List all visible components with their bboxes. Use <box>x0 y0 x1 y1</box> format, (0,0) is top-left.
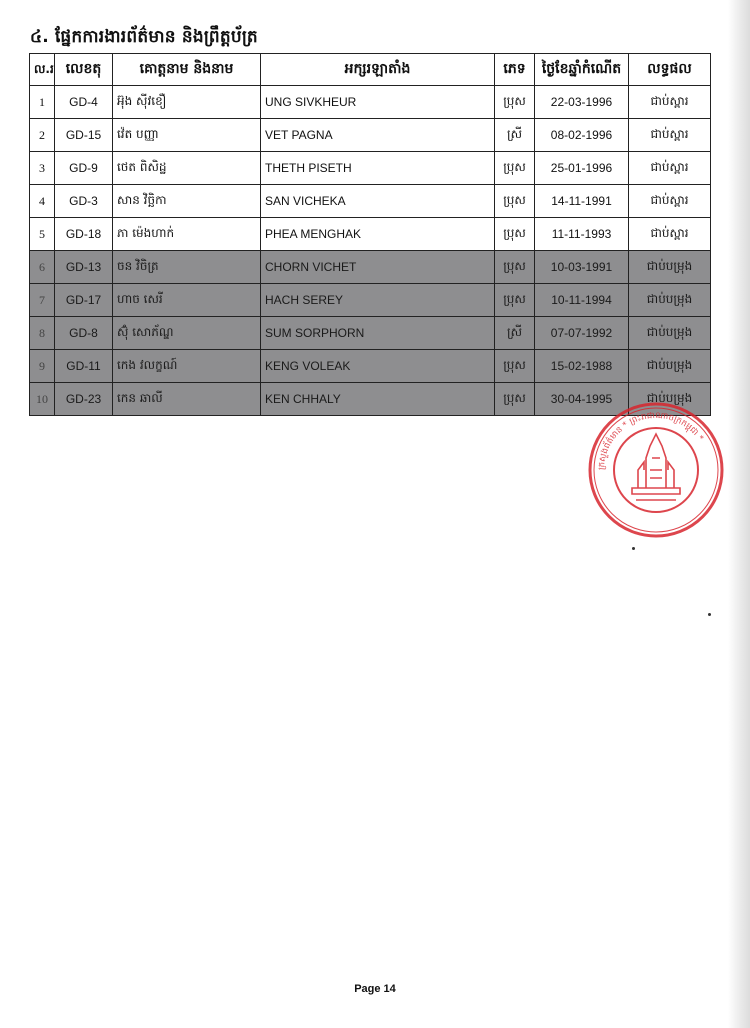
cell-code: GD-15 <box>55 119 113 152</box>
cell-khmer-name: ភា ម៉េងហាក់ <box>113 218 261 251</box>
cell-no: 6 <box>30 251 55 284</box>
cell-code: GD-8 <box>55 317 113 350</box>
cell-sex: ប្រុស <box>495 86 535 119</box>
page-edge-shadow <box>728 0 750 1028</box>
cell-code: GD-13 <box>55 251 113 284</box>
cell-no: 10 <box>30 383 55 416</box>
table-row <box>30 251 711 284</box>
table-row <box>30 317 711 350</box>
cell-code: GD-9 <box>55 152 113 185</box>
official-seal <box>586 400 726 540</box>
cell-result: ជាប់ស្ពារ <box>629 86 711 119</box>
cell-no: 9 <box>30 350 55 383</box>
cell-dob: 10-03-1991 <box>535 251 629 284</box>
table-row <box>30 284 711 317</box>
cell-latin-name: SAN VICHEKA <box>261 185 495 218</box>
cell-result: ជាប់បម្រុង <box>629 350 711 383</box>
cell-result: ជាប់ស្ពារ <box>629 152 711 185</box>
table-row <box>30 119 711 152</box>
cell-sex: ប្រុស <box>495 251 535 284</box>
cell-latin-name: THETH PISETH <box>261 152 495 185</box>
cell-dob: 10-11-1994 <box>535 284 629 317</box>
cell-latin-name: KEN CHHALY <box>261 383 495 416</box>
seal-ring-text: ក្រសួងព័ត៌មាន * ព្រះរាជាណាចក្រកម្ពុជា * <box>596 410 706 471</box>
cell-dob: 07-07-1992 <box>535 317 629 350</box>
cell-dob: 08-02-1996 <box>535 119 629 152</box>
cell-sex: ប្រុស <box>495 185 535 218</box>
cell-dob: 30-04-1995 <box>535 383 629 416</box>
cell-sex: ស្រី <box>495 317 535 350</box>
page-number: Page 14 <box>354 983 396 995</box>
scan-speck <box>632 547 635 550</box>
cell-khmer-name: អ៊ុង ស៊ីវខឿ <box>113 86 261 119</box>
header-khmer-name: គោត្តនាម និងនាម <box>113 54 261 86</box>
cell-latin-name: UNG SIVKHEUR <box>261 86 495 119</box>
header-latin-name: អក្សរឡាតាំង <box>261 54 495 86</box>
cell-result: ជាប់បម្រុង <box>629 251 711 284</box>
cell-no: 8 <box>30 317 55 350</box>
section-title: ៤. ផ្នែកការងារព័ត៌មាន និងព្រឹត្តប័ត្រ <box>30 27 258 47</box>
cell-no: 7 <box>30 284 55 317</box>
cell-no: 4 <box>30 185 55 218</box>
cell-result: ជាប់ស្ពារ <box>629 218 711 251</box>
cell-result: ជាប់បម្រុង <box>629 383 711 416</box>
cell-code: GD-23 <box>55 383 113 416</box>
cell-result: ជាប់បម្រុង <box>629 284 711 317</box>
cell-sex: ប្រុស <box>495 218 535 251</box>
cell-latin-name: KENG VOLEAK <box>261 350 495 383</box>
cell-code: GD-4 <box>55 86 113 119</box>
cell-result: ជាប់បម្រុង <box>629 317 711 350</box>
header-result: លទ្ធផល <box>629 54 711 86</box>
cell-result: ជាប់ស្ពារ <box>629 185 711 218</box>
header-dob: ថ្ងៃខែឆ្នាំកំណើត <box>535 54 629 86</box>
results-table <box>29 53 711 416</box>
cell-dob: 15-02-1988 <box>535 350 629 383</box>
cell-no: 1 <box>30 86 55 119</box>
cell-dob: 14-11-1991 <box>535 185 629 218</box>
cell-khmer-name: ស៊ុំ សោភ័ណ្ឌ <box>113 317 261 350</box>
cell-dob: 11-11-1993 <box>535 218 629 251</box>
cell-sex: ប្រុស <box>495 383 535 416</box>
cell-no: 5 <box>30 218 55 251</box>
cell-sex: ប្រុស <box>495 350 535 383</box>
cell-sex: ប្រុស <box>495 284 535 317</box>
table-row <box>30 185 711 218</box>
table-body <box>30 86 711 416</box>
cell-sex: ស្រី <box>495 119 535 152</box>
cell-latin-name: VET PAGNA <box>261 119 495 152</box>
cell-no: 2 <box>30 119 55 152</box>
cell-khmer-name: សាន វិច្ឆិកា <box>113 185 261 218</box>
table-row <box>30 218 711 251</box>
cell-code: GD-11 <box>55 350 113 383</box>
cell-khmer-name: ចន វិចិត្រ <box>113 251 261 284</box>
header-no: ល.រ <box>30 54 55 86</box>
cell-dob: 22-03-1996 <box>535 86 629 119</box>
table-row <box>30 152 711 185</box>
header-sex: ភេទ <box>495 54 535 86</box>
table-row <box>30 86 711 119</box>
cell-code: GD-17 <box>55 284 113 317</box>
cell-code: GD-18 <box>55 218 113 251</box>
cell-sex: ប្រុស <box>495 152 535 185</box>
cell-result: ជាប់ស្ពារ <box>629 119 711 152</box>
cell-latin-name: CHORN VICHET <box>261 251 495 284</box>
cell-code: GD-3 <box>55 185 113 218</box>
cell-dob: 25-01-1996 <box>535 152 629 185</box>
cell-khmer-name: កេន ឆាលី <box>113 383 261 416</box>
cell-latin-name: HACH SEREY <box>261 284 495 317</box>
cell-khmer-name: វ៉េត បញ្ញា <box>113 119 261 152</box>
table-header-row <box>30 54 711 86</box>
cell-latin-name: PHEA MENGHAK <box>261 218 495 251</box>
header-code: លេខតុ <box>55 54 113 86</box>
cell-khmer-name: ថេត ពិសិដ្ឋ <box>113 152 261 185</box>
cell-khmer-name: កេង វលក្ខណ៍ <box>113 350 261 383</box>
table-row <box>30 350 711 383</box>
scan-speck <box>708 613 711 616</box>
cell-khmer-name: ហាច សេរី <box>113 284 261 317</box>
cell-latin-name: SUM SORPHORN <box>261 317 495 350</box>
cell-no: 3 <box>30 152 55 185</box>
